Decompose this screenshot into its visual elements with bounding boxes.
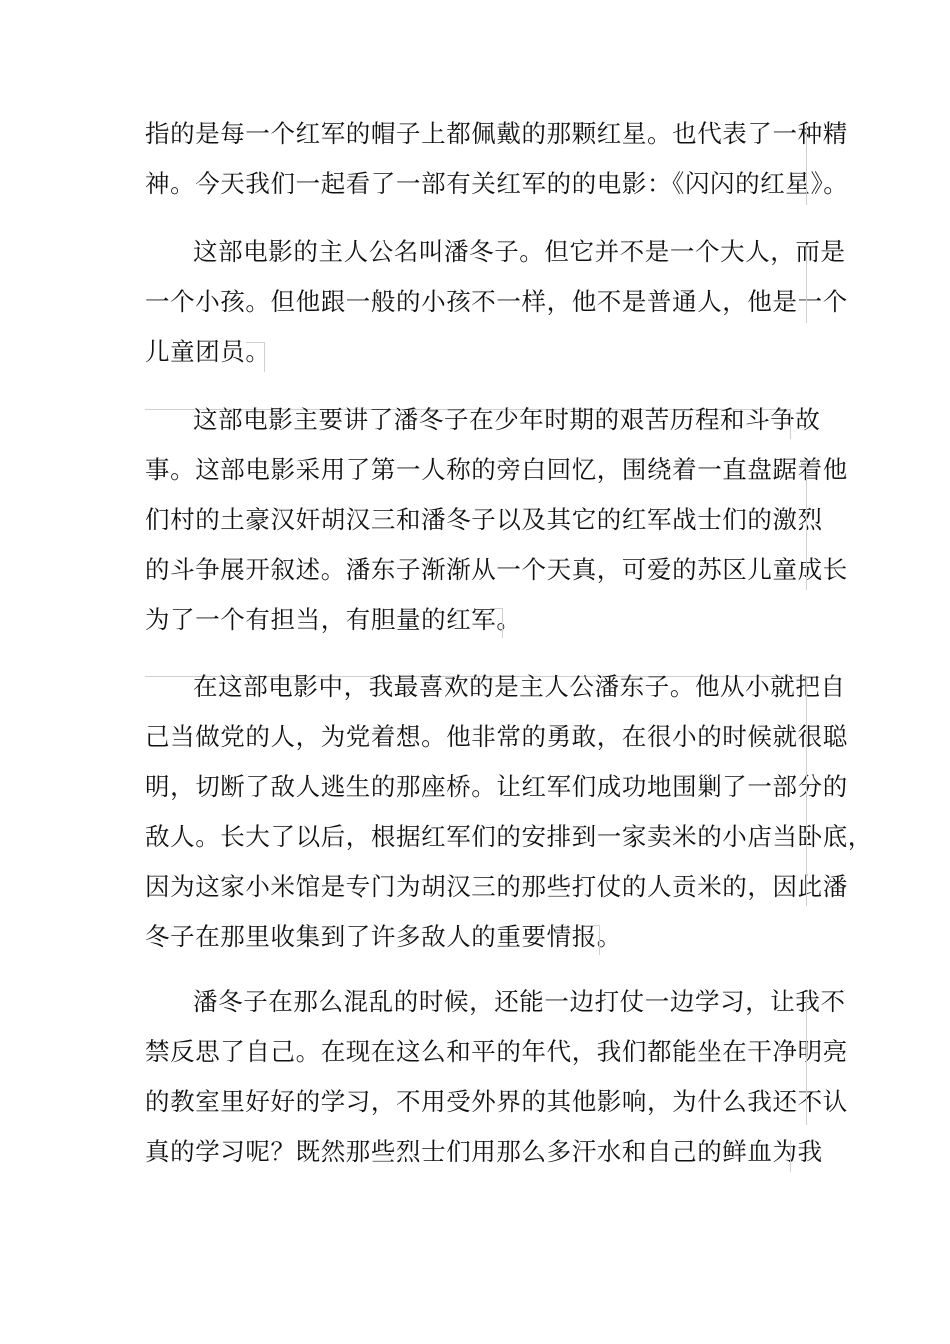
text-boundary-mark [585,925,599,926]
text-boundary-mark [246,342,264,343]
paragraph-4-line-2: 己当做党的人，为党着想。他非常的勇敢，在很小的时候就很聪 [145,722,848,751]
text-boundary-mark [806,676,807,906]
text-boundary-mark [502,608,503,638]
text-boundary-mark [806,460,807,590]
paragraph-3-line-4: 的斗争展开叙述。潘东子渐渐从一个天真，可爱的苏区儿童成长 [145,555,848,584]
paragraph-5-line-3: 的教室里好好的学习，不用受外界的其他影响，为什么我还不认 [145,1087,848,1116]
paragraph-4-line-6: 冬子在那里收集到了许多敌人的重要情报。 [145,922,622,951]
text-boundary-mark [264,342,265,372]
paragraph-4-line-5: 因为这家小米馆是专门为胡汉三的那些打仗的人贡米的，因此潘 [145,872,848,901]
text-boundary-mark [806,245,807,323]
paragraph-4-line-1: 在这部电影中，我最喜欢的是主人公潘东子。他从小就把自 [193,672,846,701]
paragraph-3-line-3: 们村的土豪汉奸胡汉三和潘冬子以及其它的红军战士们的激烈 [145,505,823,534]
paragraph-3-line-2: 事。这部电影采用了第一人称的旁白回忆，围绕着一直盘踞着他 [145,455,848,484]
paragraph-5-line-4: 真的学习呢？既然那些烈士们用那么多汗水和自己的鲜血为我 [145,1137,823,1166]
paragraph-2-line-1: 这部电影的主人公名叫潘冬子。但它并不是一个大人，而是 [193,237,846,266]
paragraph-1-line-2: 神。今天我们一起看了一部有关红军的的电影：《闪闪的红星》。 [145,169,849,198]
paragraph-3-line-5: 为了一个有担当，有胆量的红军。 [145,605,522,634]
text-boundary-mark [790,409,791,439]
paragraph-3-line-1: 这部电影主要讲了潘冬子在少年时期的艰苦历程和斗争故 [193,405,821,434]
paragraph-2-line-3: 儿童团员。 [145,337,271,366]
paragraph-1-line-1: 指的是每一个红军的帽子上都佩戴的那颗红星。也代表了一种精 [145,119,848,148]
paragraph-4-line-3: 明，切断了敌人逃生的那座桥。让红军们成功地围剿了一部分的 [145,772,848,801]
paragraph-5-line-1: 潘冬子在那么混乱的时候，还能一边打仗一边学习，让我不 [193,987,846,1016]
text-boundary-mark [599,925,600,955]
text-boundary-mark [490,608,502,609]
paragraph-5-line-2: 禁反思了自己。在现在这么和平的年代，我们都能坐在干净明亮 [145,1037,848,1066]
text-boundary-mark [806,995,807,1125]
paragraph-2-line-2: 一个小孩。但他跟一般的小孩不一样，他不是普通人，他是一个 [145,287,848,316]
paragraph-4-line-4: 敌人。长大了以后，根据红军们的安排到一家卖米的小店当卧底， [145,822,873,851]
text-boundary-mark [806,125,807,205]
text-boundary-mark [790,1140,791,1172]
